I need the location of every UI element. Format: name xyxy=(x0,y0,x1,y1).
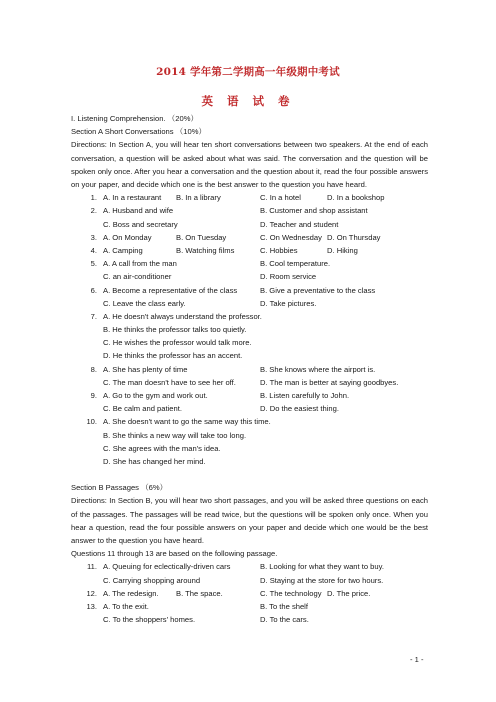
answer-option: C. Hobbies xyxy=(260,245,298,255)
question-number: 13. xyxy=(86,601,97,611)
exam-content xyxy=(71,112,428,626)
answer-option: C. Be calm and patient. xyxy=(103,404,182,414)
answer-option: D. Room service xyxy=(260,272,317,282)
question-row xyxy=(71,310,428,323)
answer-option: A. On Monday xyxy=(103,232,152,242)
question-number: 11. xyxy=(87,562,97,572)
answer-option: B. Cool temperature. xyxy=(260,259,331,269)
answer-option: B. To the shelf xyxy=(260,601,308,611)
question-row xyxy=(71,574,428,587)
answer-option: A. Husband and wife xyxy=(103,206,174,216)
answer-option: C. Leave the class early. xyxy=(103,298,186,308)
section-b-directions: Directions: In Section B, you will hear two short passages, and you will be asked three questions on each of the passages. The passages will be read twice, but the questions will be spoken only once. When you hear a question, read the four possible answers on your paper and decide which one would be the best answer to the question you have heard. xyxy=(71,496,428,545)
answer-option: D. In a bookshop xyxy=(327,193,385,203)
question-number: 12. xyxy=(86,588,97,598)
exam-subtitle: 英 语 试 卷 xyxy=(201,94,295,108)
question-number: 5. xyxy=(90,259,97,269)
question-row xyxy=(71,600,428,613)
answer-option: D. To the cars. xyxy=(260,615,309,625)
answer-option: A. Go to the gym and work out. xyxy=(103,391,208,401)
section-b-heading: Section B Passages （6%） xyxy=(71,483,168,493)
answer-option: B. She knows where the airport is. xyxy=(260,364,376,374)
answer-option: C. He wishes the professor would talk more. xyxy=(103,338,252,348)
question-row xyxy=(71,297,428,310)
question-number: 4. xyxy=(90,245,97,255)
question-row xyxy=(71,191,428,204)
question-number: 7. xyxy=(90,311,97,321)
question-row xyxy=(71,613,428,626)
question-row xyxy=(71,415,428,428)
answer-option: A. She doesn't want to go the same way this time. xyxy=(103,417,271,427)
answer-option: C. On Wednesday xyxy=(260,232,322,242)
question-number: 9. xyxy=(90,391,97,401)
answer-option: A. The redesign. xyxy=(103,588,159,598)
question-number: 6. xyxy=(90,285,97,295)
answer-option: C. She agrees with the man's idea. xyxy=(103,443,221,453)
answer-option: C. The man doesn't have to see her off. xyxy=(103,377,236,387)
question-number: 2. xyxy=(90,206,97,216)
answer-option: B. She thinks a new way will take too long. xyxy=(103,430,247,440)
answer-option: D. The man is better at saying goodbyes. xyxy=(260,377,399,387)
question-row xyxy=(71,349,428,362)
answer-option: B. Listen carefully to John. xyxy=(260,391,350,401)
answer-option: D. Do the easiest thing. xyxy=(260,404,339,414)
answer-option: D. Staying at the store for two hours. xyxy=(260,575,384,585)
exam-title: 2014 学年第二学期高一年级期中考试 xyxy=(156,66,340,78)
answer-option: B. Watching films xyxy=(176,245,235,255)
answer-option: D. The price. xyxy=(327,588,371,598)
question-row xyxy=(71,284,428,297)
answer-option: D. Hiking xyxy=(327,245,358,255)
question-number: 3. xyxy=(90,232,97,242)
question-row xyxy=(71,231,428,244)
answer-option: A. A call from the man xyxy=(103,259,177,269)
question-number: 1. xyxy=(90,193,97,203)
section-a-heading: Section A Short Conversations （10%） xyxy=(71,127,207,137)
question-row xyxy=(71,336,428,349)
section-a-questions xyxy=(71,191,428,468)
question-row xyxy=(71,257,428,270)
answer-option: C. In a hotel xyxy=(260,193,301,203)
answer-option: B. Give a preventative to the class xyxy=(260,285,376,295)
section-a-directions: Directions: In Section A, you will hear ten short conversations between two speakers. At the end of each conversation, a question will be asked about what was said. The conversation and the question will be spoken only once. After you hear a conversation and the question about it, read the four possible answers on your paper, and decide which one is the best answer to the question you have heard. xyxy=(71,140,428,190)
answer-option: B. Customer and shop assistant xyxy=(260,206,368,216)
answer-option: D. Take pictures. xyxy=(260,298,317,308)
answer-option: A. Camping xyxy=(103,245,143,255)
question-row xyxy=(71,587,428,600)
question-row xyxy=(71,442,428,455)
question-row xyxy=(71,376,428,389)
answer-option: D. He thinks the professor has an accent. xyxy=(103,351,243,361)
answer-option: D. On Thursday xyxy=(327,232,381,242)
question-row xyxy=(71,270,428,283)
answer-option: C. an air-conditioner xyxy=(103,272,172,282)
question-row xyxy=(71,455,428,468)
question-row xyxy=(71,363,428,376)
question-row xyxy=(71,402,428,415)
answer-option: C. To the shoppers' homes. xyxy=(103,615,196,625)
answer-option: B. In a library xyxy=(176,193,221,203)
section-b-intro: Questions 11 through 13 are based on the following passage. xyxy=(71,549,278,559)
answer-option: D. Teacher and student xyxy=(260,219,339,229)
answer-option: A. Become a representative of the class xyxy=(103,285,238,295)
question-row xyxy=(71,204,428,217)
answer-option: A. He doesn't always understand the professor. xyxy=(103,311,262,321)
answer-option: B. Looking for what they want to buy. xyxy=(260,562,384,572)
question-row xyxy=(71,389,428,402)
question-number: 8. xyxy=(90,364,97,374)
spacer xyxy=(71,468,428,481)
page-number: - 1 - xyxy=(410,655,424,664)
answer-option: C. Boss and secretary xyxy=(103,219,178,229)
answer-option: A. In a restaurant xyxy=(103,193,162,203)
answer-option: D. She has changed her mind. xyxy=(103,456,206,466)
answer-option: B. He thinks the professor talks too quietly. xyxy=(103,325,247,335)
question-row xyxy=(71,323,428,336)
answer-option: A. She has plenty of time xyxy=(103,364,188,374)
answer-option: C. The technology xyxy=(260,588,322,598)
question-number: 10. xyxy=(86,417,97,427)
answer-option: A. To the exit. xyxy=(103,601,149,611)
answer-option: A. Queuing for eclectically-driven cars xyxy=(103,562,231,572)
question-row xyxy=(71,244,428,257)
answer-option: C. Carrying shopping around xyxy=(103,575,201,585)
part-heading: I. Listening Comprehension. （20%） xyxy=(71,114,199,123)
question-row xyxy=(71,429,428,442)
question-row xyxy=(71,560,428,573)
section-b-questions xyxy=(71,560,428,626)
question-row xyxy=(71,218,428,231)
answer-option: B. On Tuesday xyxy=(176,232,227,242)
answer-option: B. The space. xyxy=(176,588,223,598)
